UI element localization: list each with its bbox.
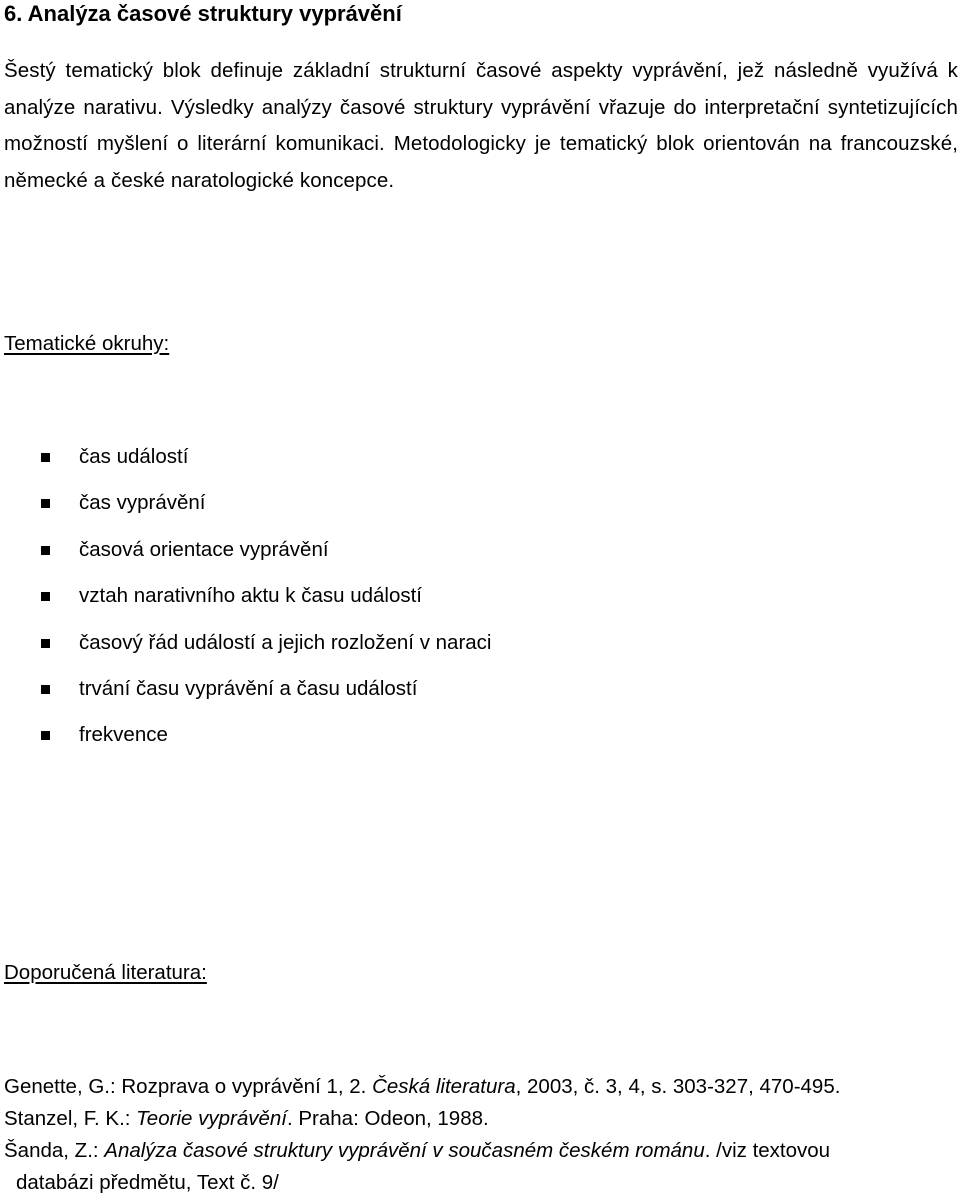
- literature-heading: Doporučená literatura:: [4, 961, 207, 984]
- square-bullet-icon: [41, 499, 50, 508]
- square-bullet-icon: [41, 453, 50, 462]
- reference-details: . /viz textovou: [704, 1139, 831, 1162]
- topic-text: časová orientace vyprávění: [79, 537, 329, 561]
- reference-author-title: Stanzel, F. K.:: [4, 1107, 137, 1130]
- topic-text: vztah narativního aktu k času událostí: [79, 584, 423, 608]
- reference-italic: Česká literatura: [372, 1075, 516, 1098]
- reference-details: , 2003, č. 3, 4, s. 303-327, 470-495.: [515, 1075, 841, 1098]
- topic-text: čas vyprávění: [79, 491, 206, 515]
- reference-author-title: Šanda, Z.:: [4, 1139, 105, 1162]
- reference-italic: Analýza časové struktury vyprávění v současném českém románu: [104, 1139, 705, 1162]
- reference-item: [4, 1103, 954, 1135]
- square-bullet-icon: [41, 731, 50, 740]
- reference-details-continued: databázi předmětu, Text č. 9/: [16, 1171, 279, 1194]
- reference-item: [4, 1071, 954, 1103]
- square-bullet-icon: [41, 685, 50, 694]
- section-title: 6. Analýza časové struktury vyprávění: [4, 1, 402, 26]
- topic-text: čas událostí: [79, 445, 189, 468]
- reference-details: . Praha: Odeon, 1988.: [286, 1107, 489, 1130]
- topic-text: časový řád událostí a jejich rozložení v naraci: [79, 630, 492, 654]
- topic-text: frekvence: [79, 723, 168, 747]
- reference-italic: Teorie vyprávění: [136, 1107, 287, 1130]
- square-bullet-icon: [41, 546, 50, 555]
- topics-heading: Tematické okruhy:: [4, 332, 170, 355]
- references-list: [4, 1071, 954, 1199]
- reference-item: [4, 1135, 954, 1199]
- square-bullet-icon: [41, 592, 50, 601]
- reference-author-title: Genette, G.: Rozprava o vyprávění 1, 2.: [4, 1075, 373, 1098]
- topic-text: trvání času vyprávění a času událostí: [79, 676, 418, 700]
- square-bullet-icon: [41, 639, 50, 648]
- intro-paragraph: Šestý tematický blok definuje základní strukturní časové aspekty vyprávění, jež následně využívá k analýze narativu. Výsledky analýzy časové struktury vyprávění vřazuje do interpretační syntetizujících možností myšlení o literární komunikaci. Metodologicky je tematický blok orientován na francouzské, německé a české naratologické koncepce.: [4, 59, 958, 192]
